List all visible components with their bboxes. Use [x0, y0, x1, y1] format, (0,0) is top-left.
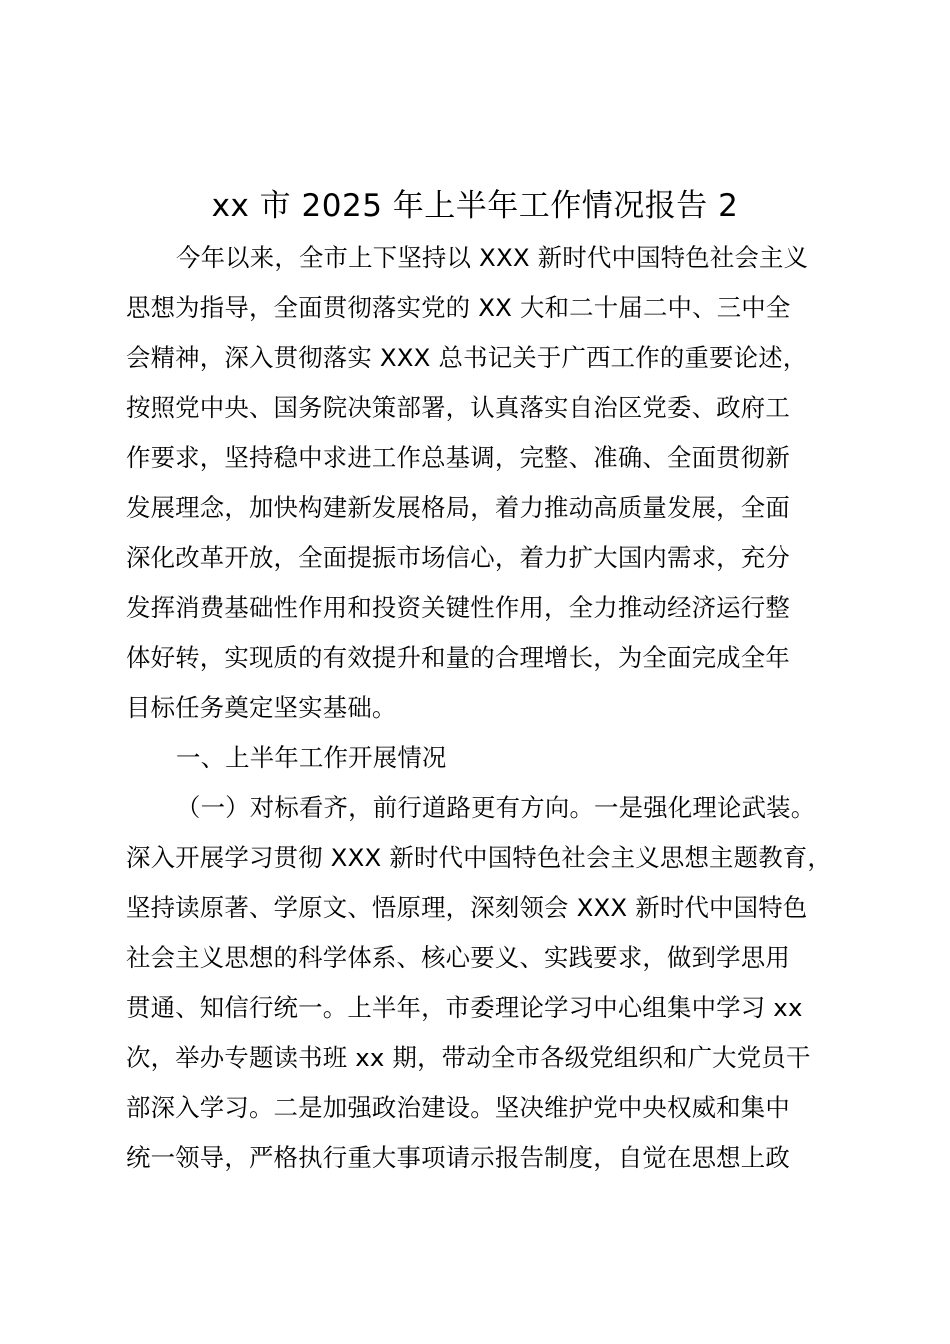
paragraph-line: 深入开展学习贯彻 XXX 新时代中国特色社会主义思想主题教育，	[126, 843, 832, 872]
document-body	[126, 233, 836, 1183]
paragraph-line: 坚持读原著、学原文、悟原理，深刻领会 XXX 新时代中国特色	[126, 893, 808, 922]
paragraph-line: 今年以来，全市上下坚持以 XXX 新时代中国特色社会主义	[176, 243, 809, 272]
paragraph-line: （一）对标看齐，前行道路更有方向。一是强化理论武装。	[176, 793, 816, 822]
paragraph-line: 深化改革开放，全面提振市场信心，着力扩大国内需求，充分	[126, 543, 790, 572]
paragraph-line: 会精神，深入贯彻落实 XXX 总书记关于广西工作的重要论述，	[126, 343, 808, 372]
document-title: xx 市 2025 年上半年工作情况报告 2	[211, 188, 739, 224]
paragraph-line: 体好转，实现质的有效提升和量的合理增长，为全面完成全年	[126, 643, 790, 672]
paragraph-line: 作要求，坚持稳中求进工作总基调，完整、准确、全面贯彻新	[126, 443, 790, 472]
paragraph-line: 目标任务奠定坚实基础。	[126, 693, 397, 722]
paragraph-line: 思想为指导，全面贯彻落实党的 XX 大和二十届二中、三中全	[126, 293, 791, 322]
paragraph-line: 贯通、知信行统一。上半年，市委理论学习中心组集中学习 xx	[126, 993, 803, 1022]
paragraph-line: 发挥消费基础性作用和投资关键性作用，全力推动经济运行整	[126, 593, 790, 622]
paragraph-line: 次，举办专题读书班 xx 期，带动全市各级党组织和广大党员干	[126, 1043, 811, 1072]
paragraph-line: 按照党中央、国务院决策部署，认真落实自治区党委、政府工	[126, 393, 790, 422]
paragraph-line: 社会主义思想的科学体系、核心要义、实践要求，做到学思用	[126, 943, 790, 972]
paragraph-line: 部深入学习。二是加强政治建设。坚决维护党中央权威和集中	[126, 1093, 790, 1122]
paragraph-line: 发展理念，加快构建新发展格局，着力推动高质量发展，全面	[126, 493, 790, 522]
section-heading: 一、上半年工作开展情况	[176, 743, 447, 772]
paragraph-line: 统一领导，严格执行重大事项请示报告制度，自觉在思想上政	[126, 1143, 790, 1172]
